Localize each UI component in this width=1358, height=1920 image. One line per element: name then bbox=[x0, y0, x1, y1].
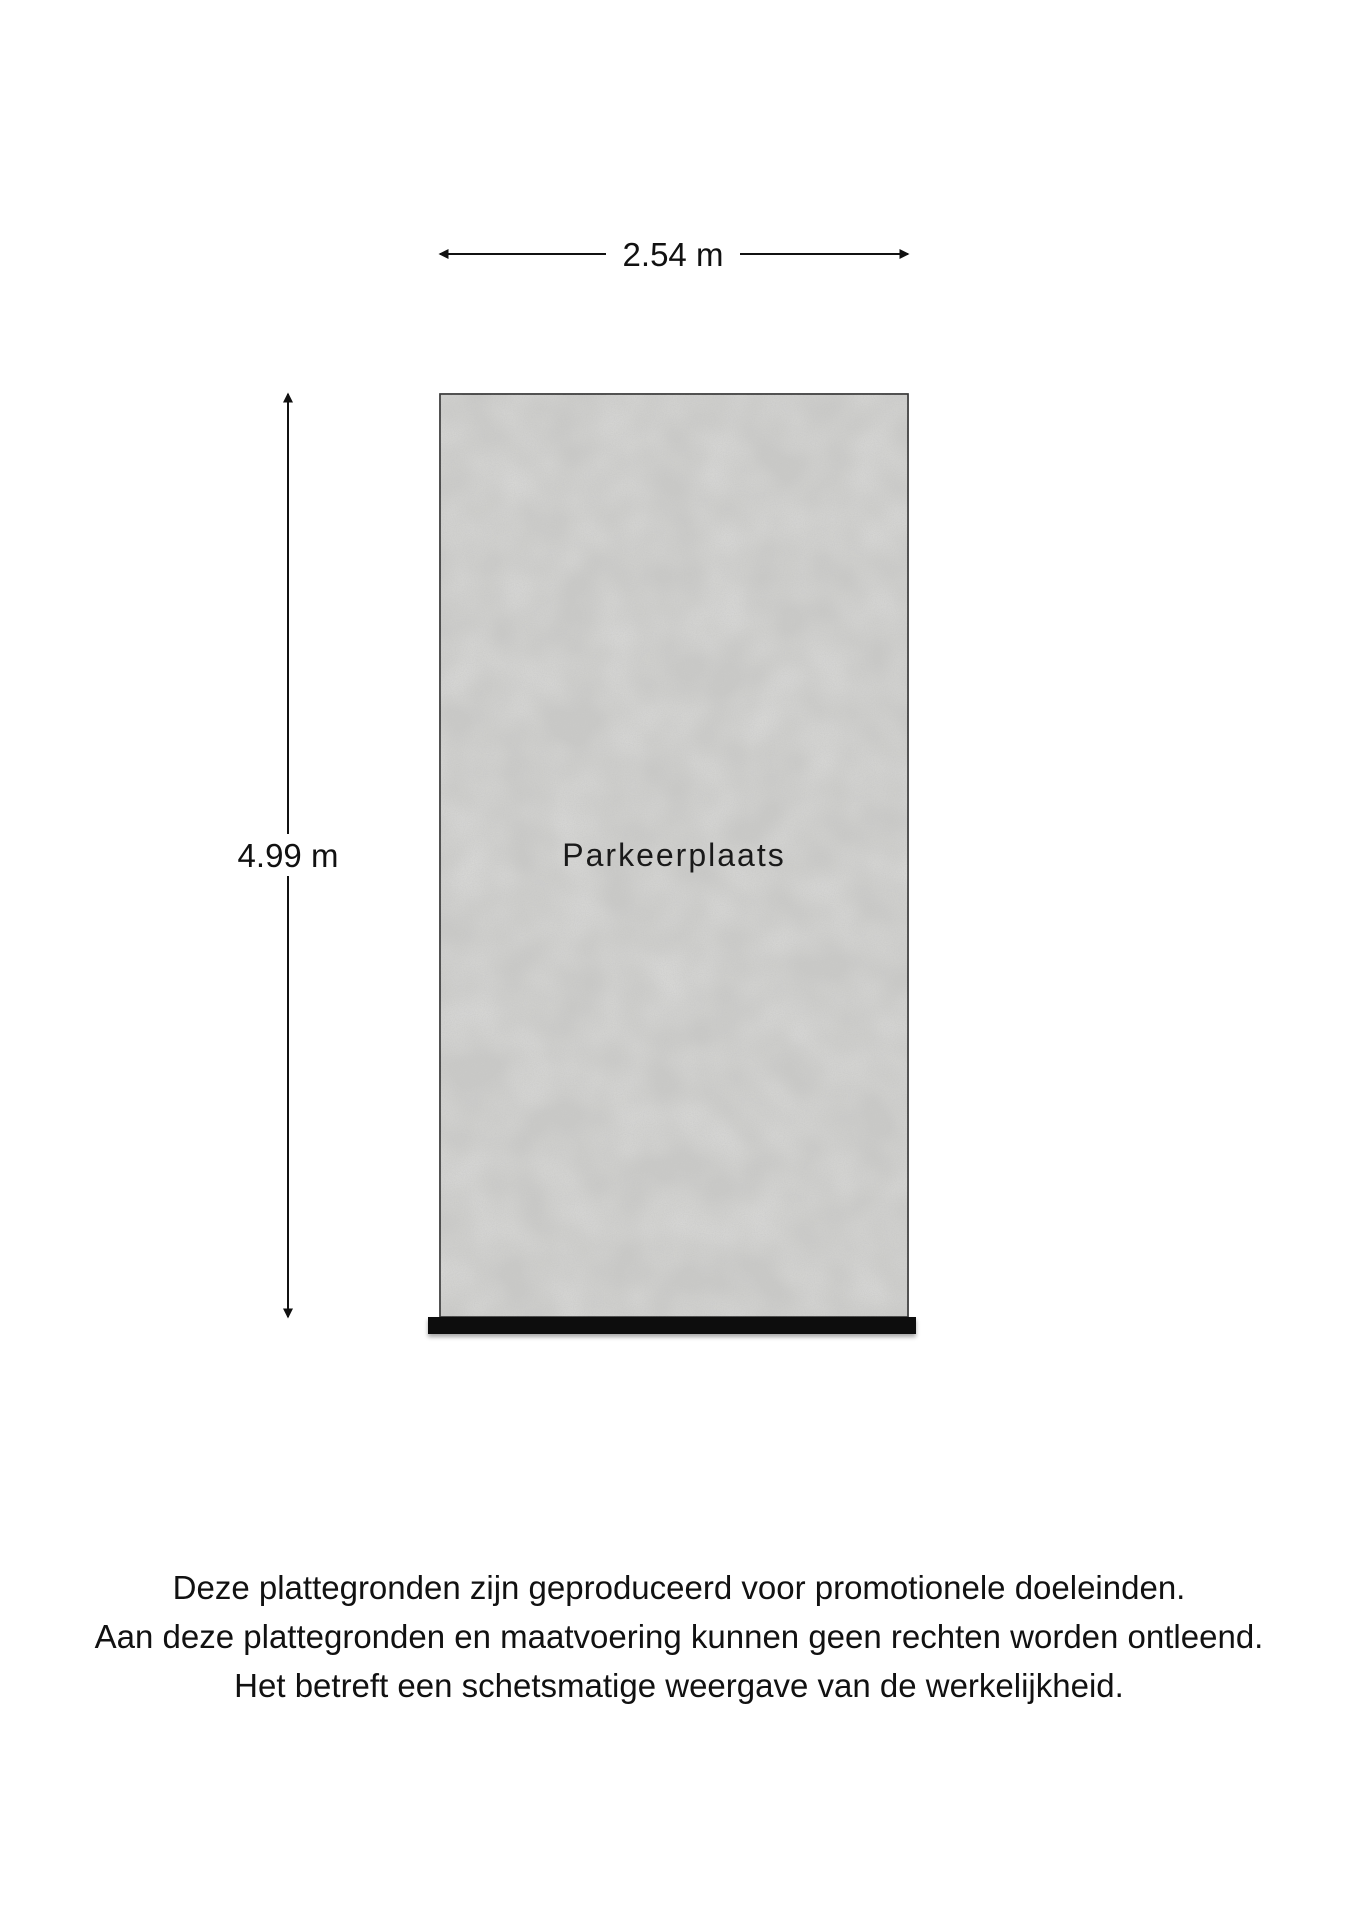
disclaimer-line-3: Het betreft een schetsmatige weergave van de werkelijkheid. bbox=[234, 1667, 1124, 1704]
width-dimension-label: 2.54 m bbox=[622, 236, 724, 273]
width-dimension bbox=[440, 236, 908, 273]
room-label: Parkeerplaats bbox=[562, 837, 786, 873]
parking-space-room bbox=[440, 394, 908, 1317]
disclaimer-line-1: Deze plattegronden zijn geproduceerd voor promotionele doeleinden. bbox=[172, 1569, 1186, 1606]
disclaimer-line-2: Aan deze plattegronden en maatvoering kunnen geen rechten worden ontleend. bbox=[94, 1618, 1264, 1655]
bottom-wall bbox=[428, 1317, 916, 1334]
disclaimer bbox=[0, 1563, 1358, 1710]
depth-dimension bbox=[238, 394, 339, 1317]
depth-dimension-label: 4.99 m bbox=[237, 837, 339, 874]
